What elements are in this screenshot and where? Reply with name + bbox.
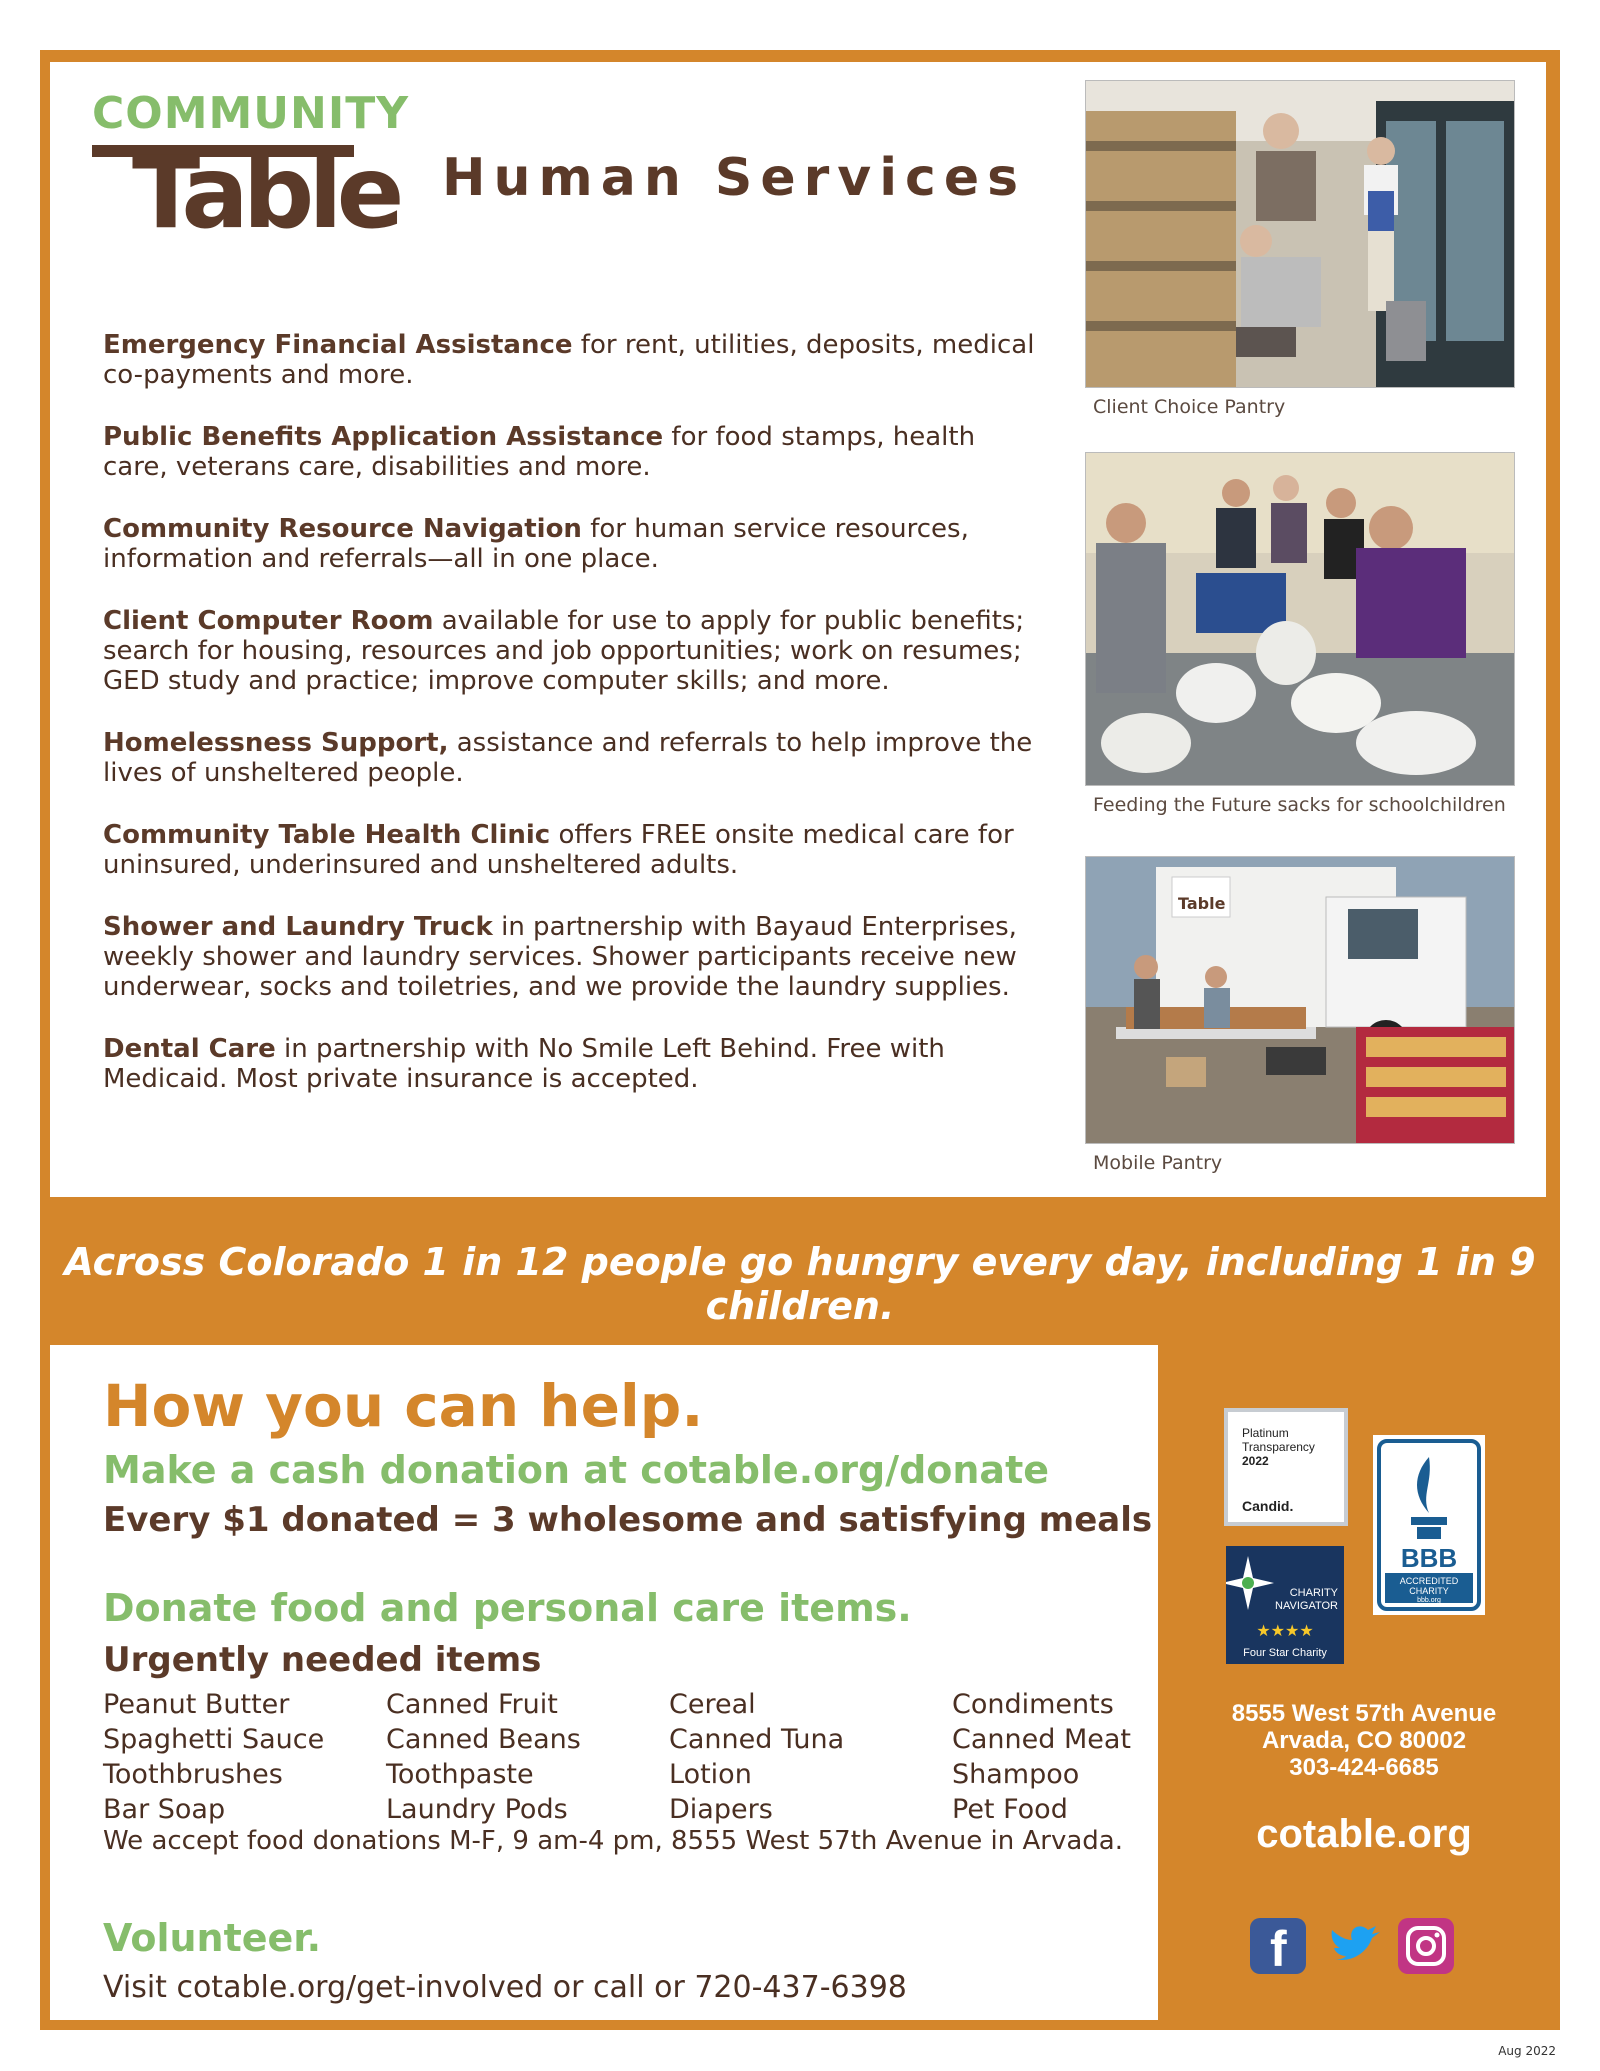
list-item: Bar Soap xyxy=(103,1794,226,1825)
list-item: Canned Beans xyxy=(386,1724,581,1755)
candid-text: Candid. xyxy=(1242,1498,1294,1514)
charity-navigator-logo xyxy=(1226,1546,1344,1664)
list-item: Peanut Butter xyxy=(103,1689,290,1720)
services-list xyxy=(103,330,1043,1126)
cn-text: Four Star Charity xyxy=(1243,1647,1327,1659)
service-item xyxy=(103,912,1043,1002)
list-item: Laundry Pods xyxy=(386,1794,568,1825)
contact-street: 8555 West 57th Avenue xyxy=(1231,1700,1497,1727)
service-text: in partnership with Bayaud Enterprises, weekly shower and laundry services. Shower participants receive new underwear, socks and toiletries, and we provide the laundry supplies. xyxy=(103,912,1017,1002)
cash-donation-heading: Make a cash donation at cotable.org/donate xyxy=(103,1448,1050,1492)
charity-navigator-seal xyxy=(1226,1546,1344,1664)
mobile-pantry-photo xyxy=(1085,856,1515,1144)
service-item xyxy=(103,820,1043,880)
twitter-bird xyxy=(1326,1918,1382,1974)
list-item: Spaghetti Sauce xyxy=(103,1724,325,1755)
website-link[interactable]: cotable.org xyxy=(1256,1812,1472,1856)
service-title: Dental Care xyxy=(103,1034,276,1064)
page-title: Human Services xyxy=(442,148,1027,208)
twitter-icon[interactable] xyxy=(1326,1918,1382,1974)
volunteer-contact: Visit cotable.org/get-involved or call or 720-437-6398 xyxy=(103,1970,907,2005)
service-text: in partnership with No Smile Left Behind. Free with Medicaid. Most private insurance is accepted. xyxy=(103,1034,945,1094)
urgent-items-list xyxy=(103,1688,1153,1826)
service-text: available for use to apply for public benefits; search for housing, resources and job opportunities; work on resumes; GED study and practice; improve computer skills; and more. xyxy=(103,606,1025,696)
list-item: Pet Food xyxy=(952,1794,1068,1825)
bbb-seal xyxy=(1373,1435,1485,1615)
list-item: Cereal xyxy=(669,1689,756,1720)
sacks-photo xyxy=(1085,452,1515,786)
service-title: Community Table Health Clinic xyxy=(103,820,551,850)
facebook-icon[interactable] xyxy=(1250,1918,1306,1977)
cn-text: NAVIGATOR xyxy=(1275,1600,1338,1612)
service-item xyxy=(103,514,1043,574)
list-item: Shampoo xyxy=(952,1759,1080,1790)
service-title: Public Benefits Application Assistance xyxy=(103,422,664,452)
service-title: Homelessness Support, xyxy=(103,728,449,758)
service-text: assistance and referrals to help improve the lives of unsheltered people. xyxy=(103,728,1033,788)
cn-text: CHARITY xyxy=(1289,1587,1338,1599)
list-item: Diapers xyxy=(669,1794,773,1825)
caption-feeding-the-future: Feeding the Future sacks for schoolchildren xyxy=(1093,794,1506,816)
help-title: How you can help. xyxy=(103,1372,704,1440)
service-title: Shower and Laundry Truck xyxy=(103,912,493,942)
mobile-pantry-photo-illustration xyxy=(1086,857,1514,1143)
service-item xyxy=(103,1034,1043,1094)
pantry-photo-illustration xyxy=(1086,81,1514,387)
list-item: Toothpaste xyxy=(386,1759,534,1790)
service-item xyxy=(103,728,1043,788)
service-text: for food stamps, health care, veterans care, disabilities and more. xyxy=(103,422,976,482)
service-item xyxy=(103,422,1043,482)
print-date: Aug 2022 xyxy=(1498,2044,1556,2058)
star-rating: ★★★★ xyxy=(1256,1621,1314,1640)
hunger-banner: Across Colorado 1 in 12 people go hungry every day, including 1 in 9 children. xyxy=(64,1240,1536,1328)
list-item: Lotion xyxy=(669,1759,752,1790)
caption-client-choice-pantry: Client Choice Pantry xyxy=(1093,396,1286,418)
candid-text: 2022 xyxy=(1242,1454,1269,1468)
facebook-glyph: f xyxy=(1270,1921,1287,1977)
donation-hours: We accept food donations M-F, 9 am-4 pm, 8555 West 57th Avenue in Arvada. xyxy=(103,1826,1123,1856)
volunteer-heading: Volunteer. xyxy=(103,1916,322,1960)
community-table-logo xyxy=(92,88,410,251)
contact-phone: 303-424-6685 xyxy=(1289,1754,1439,1781)
caption-mobile-pantry: Mobile Pantry xyxy=(1093,1152,1223,1174)
list-item: Condiments xyxy=(952,1689,1114,1720)
candid-platinum-seal xyxy=(1224,1408,1348,1526)
sacks-photo-illustration xyxy=(1086,453,1514,785)
contact-city: Arvada, CO 80002 xyxy=(1261,1727,1467,1754)
logo-community-text: COMMUNITY xyxy=(92,88,410,139)
logo-table-text: Table xyxy=(132,134,399,251)
pantry-photo xyxy=(1085,80,1515,388)
service-item xyxy=(103,606,1043,696)
bbb-text: bbb.org xyxy=(1417,1597,1441,1604)
bbb-text: BBB xyxy=(1400,1543,1458,1573)
meals-statement: Every $1 donated = 3 wholesome and satisfying meals xyxy=(103,1500,1153,1540)
service-title: Emergency Financial Assistance xyxy=(103,330,573,360)
service-text: for human service resources, information and referrals—all in one place. xyxy=(103,514,969,574)
list-item: Canned Fruit xyxy=(386,1689,558,1720)
service-text: offers FREE onsite medical care for uninsured, underinsured and unsheltered adults. xyxy=(103,820,1014,880)
truck-logo-text: Table xyxy=(1178,894,1226,913)
service-item xyxy=(103,330,1043,390)
list-item: Canned Meat xyxy=(952,1724,1131,1755)
urgent-items-heading: Urgently needed items xyxy=(103,1640,542,1680)
list-item: Toothbrushes xyxy=(103,1759,283,1790)
instagram-icon[interactable] xyxy=(1398,1918,1454,1974)
service-title: Client Computer Room xyxy=(103,606,434,636)
service-title: Community Resource Navigation xyxy=(103,514,582,544)
bbb-text: ACCREDITED xyxy=(1399,1576,1459,1586)
list-item: Canned Tuna xyxy=(669,1724,845,1755)
candid-text: Transparency xyxy=(1242,1440,1315,1454)
bbb-logo xyxy=(1373,1435,1485,1615)
donate-items-heading: Donate food and personal care items. xyxy=(103,1586,912,1630)
instagram-glyph xyxy=(1398,1918,1454,1974)
candid-text: Platinum xyxy=(1242,1426,1289,1440)
service-text: for rent, utilities, deposits, medical co-payments and more. xyxy=(103,330,1035,390)
bbb-text: CHARITY xyxy=(1409,1586,1449,1596)
